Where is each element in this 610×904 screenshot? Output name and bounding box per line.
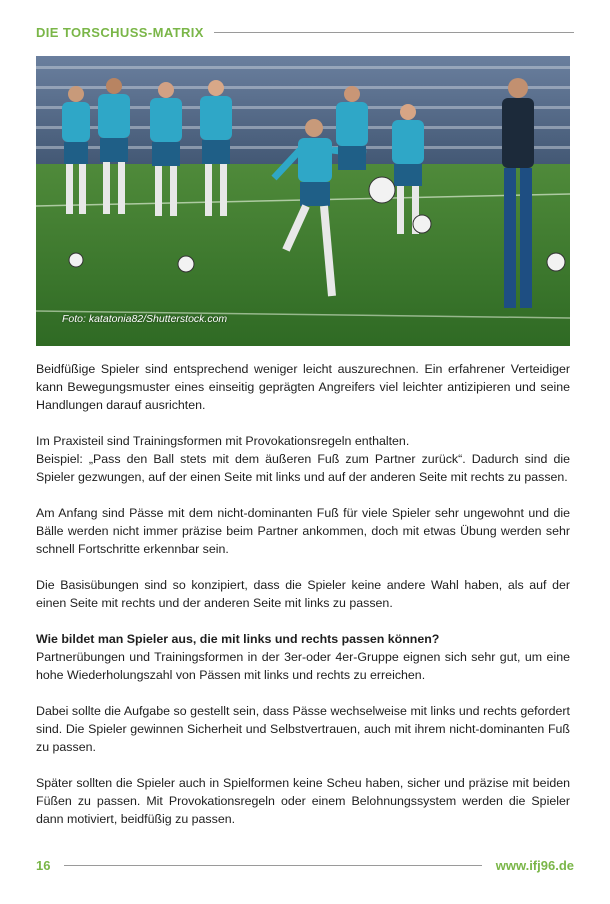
body-text — [36, 360, 570, 846]
paragraph: Später sollten die Spieler auch in Spielformen keine Scheu haben, sicher und präzise mit beiden Füßen zu passen. Mit Provokationsregeln oder einem Belohnungssystem werden die Spieler dann motiviert, beidfüßig zu passen. — [36, 776, 570, 826]
question-heading: Wie bildet man Spieler aus, die mit links und rechts passen können? — [36, 632, 440, 646]
photo-caption: Foto: katatonia82/Shutterstock.com — [62, 313, 228, 325]
paragraph: Dabei sollte die Aufgabe so gestellt sein, dass Pässe wechselweise mit links und rechts gefordert sind. Die Spieler gewinnen Sicherheit und Selbstvertrauen, auch mit ihrem nicht-dominanten Fuß zu passen. — [36, 704, 570, 754]
website-link[interactable]: www.ifj96.de — [495, 857, 574, 873]
paragraph: Beispiel: „Pass den Ball stets mit dem äußeren Fuß zum Partner zurück“. Dadurch sind die Spieler gezwungen, auf der einen Seite mit links und auf der anderen Seite mit rechts zu passen. — [36, 452, 570, 484]
header-rule — [214, 32, 574, 33]
training-photo — [36, 56, 570, 346]
paragraph: Partnerübungen und Trainingsformen in der 3er-oder 4er-Gruppe eignen sich sehr gut, um eine hohe Wiederholungszahl von Pässen mit links und rechts zu erreichen. — [36, 650, 570, 682]
page-number: 16 — [36, 857, 51, 873]
paragraph: Die Basisübungen sind so konzipiert, dass die Spieler keine andere Wahl haben, als auf der einen Seite mit rechts und der anderen Seite mit links zu passen. — [36, 578, 570, 610]
footer-rule — [64, 865, 481, 866]
page-header — [36, 22, 574, 42]
paragraph: Beidfüßige Spieler sind entsprechend weniger leicht auszurechnen. Ein erfahrener Verteidiger kann Bewegungsmuster eines einseitig geprägten Angreifers viel leichter antizipieren und seine Handlungen darauf ausrichten. — [36, 362, 570, 412]
paragraph: Im Praxisteil sind Trainingsformen mit Provokationsregeln enthalten. — [36, 434, 410, 448]
page-footer — [36, 856, 574, 874]
photo-illustration — [36, 56, 570, 346]
paragraph: Am Anfang sind Pässe mit dem nicht-dominanten Fuß für viele Spieler sehr ungewohnt und die Bälle werden nicht immer präzise beim Partner ankommen, doch mit etwas Übung werden sehr schnell Fortschritte erkennbar sein. — [36, 506, 570, 556]
header-title: DIE TORSCHUSS-MATRIX — [36, 24, 204, 40]
